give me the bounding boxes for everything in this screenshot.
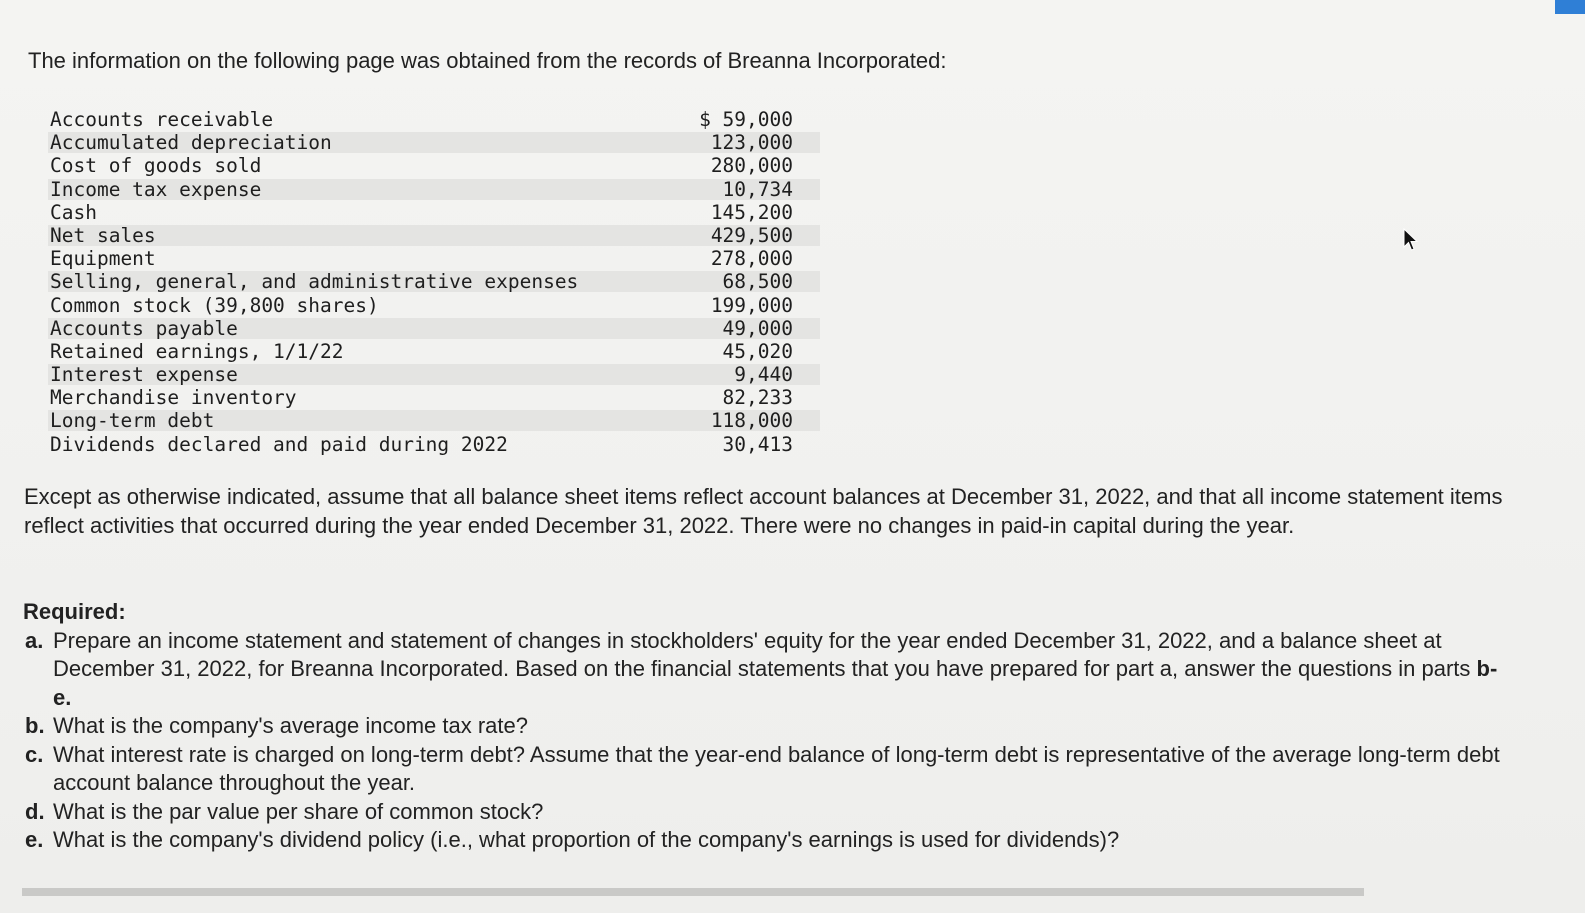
- ledger-row: [48, 386, 823, 409]
- account-label: Net sales: [50, 223, 156, 247]
- required-section: [23, 598, 1503, 855]
- account-amount: 123,000: [710, 131, 793, 155]
- account-amount: 280,000: [710, 154, 793, 178]
- account-amount: 199,000: [710, 293, 793, 317]
- ledger-row: [48, 409, 823, 432]
- ledger-row: [48, 317, 823, 340]
- question-text: What is the par value per share of common stock?: [53, 798, 544, 824]
- account-label: Accounts receivable: [50, 108, 274, 131]
- account-label: Equipment: [50, 247, 156, 271]
- question-b: [23, 712, 1503, 741]
- question-e: [23, 826, 1503, 855]
- account-amount: 118,000: [710, 409, 793, 433]
- question-text: Prepare an income statement and statement of changes in stockholders' equity for the year ended December 31, 2022, and a balance sheet at December 31, 2022, for Breanna Incorporated. Based on the financial statements that you have prepared for part a, answer the questions in parts: [53, 627, 1477, 681]
- ledger-row: [48, 224, 823, 247]
- question-emphasis: b-e.: [53, 656, 1498, 710]
- account-label: Interest expense: [50, 363, 238, 387]
- ledger-row: [48, 247, 823, 270]
- account-label: Cash: [50, 200, 97, 224]
- ledger-row: [48, 131, 823, 154]
- row-band: [48, 248, 820, 269]
- account-label: Accumulated depreciation: [50, 131, 332, 155]
- account-amount: $ 59,000: [699, 108, 793, 131]
- ledger-row: [48, 108, 823, 131]
- question-letter: d.: [25, 798, 45, 824]
- question-text: What interest rate is charged on long-term debt? Assume that the year-end balance of long-term debt is representative of the average long-term debt account balance throughout the year.: [53, 741, 1500, 795]
- question-text: What is the company's average income tax rate?: [53, 713, 528, 738]
- account-amount: 45,020: [722, 339, 793, 363]
- question-letter: c.: [25, 741, 44, 767]
- question-text: What is the company's dividend policy (i.e., what proportion of the company's earnings is used for dividends)?: [53, 827, 1120, 852]
- ledger-row: [48, 201, 823, 224]
- account-label: Selling, general, and administrative expenses: [50, 270, 579, 294]
- intro-text: The information on the following page was obtained from the records of Breanna Incorporated:: [28, 48, 947, 73]
- question-letter: e.: [25, 827, 44, 852]
- question-c: [23, 741, 1503, 798]
- question-a: [23, 627, 1503, 713]
- row-band: [48, 202, 820, 223]
- account-amount: 429,500: [710, 223, 793, 247]
- ledger-row: [48, 178, 823, 201]
- account-amount: 49,000: [722, 316, 793, 340]
- account-amount: 145,200: [710, 200, 793, 224]
- account-label: Long-term debt: [50, 409, 215, 433]
- account-label: Income tax expense: [50, 177, 262, 201]
- ledger-row: [48, 294, 823, 317]
- ledger-row: [48, 270, 823, 293]
- row-band: [48, 225, 820, 246]
- account-label: Merchandise inventory: [50, 386, 297, 410]
- account-amount: 10,734: [722, 177, 793, 201]
- account-label: Cost of goods sold: [50, 154, 262, 178]
- ledger-row: [48, 363, 823, 386]
- account-amount: 82,233: [722, 386, 793, 410]
- question-d: [23, 798, 1503, 827]
- ledger-row: [48, 340, 823, 363]
- corner-tab: [1555, 0, 1585, 14]
- account-label: Common stock (39,800 shares): [50, 293, 379, 317]
- account-ledger: [48, 108, 823, 456]
- question-letter: b.: [25, 713, 45, 738]
- account-label: Retained earnings, 1/1/22: [50, 339, 344, 363]
- account-label: Accounts payable: [50, 316, 238, 340]
- ledger-row: [48, 154, 823, 177]
- required-title: Required:: [23, 599, 126, 624]
- account-amount: 68,500: [722, 270, 793, 294]
- account-amount: 9,440: [734, 363, 793, 387]
- account-label: Dividends declared and paid during 2022: [50, 432, 508, 456]
- assumptions-paragraph: Except as otherwise indicated, assume that all balance sheet items reflect account balances at December 31, 2022, and that all income statement items reflect activities that occurred during the year ended December 31, 2022. There were no changes in paid-in capital during the year.: [24, 484, 1503, 538]
- account-amount: 30,413: [722, 432, 793, 456]
- ledger-row: [48, 433, 823, 456]
- question-letter: a.: [25, 627, 44, 653]
- bottom-divider: [22, 888, 1364, 896]
- account-amount: 278,000: [710, 247, 793, 271]
- mouse-pointer-icon: [1403, 228, 1419, 252]
